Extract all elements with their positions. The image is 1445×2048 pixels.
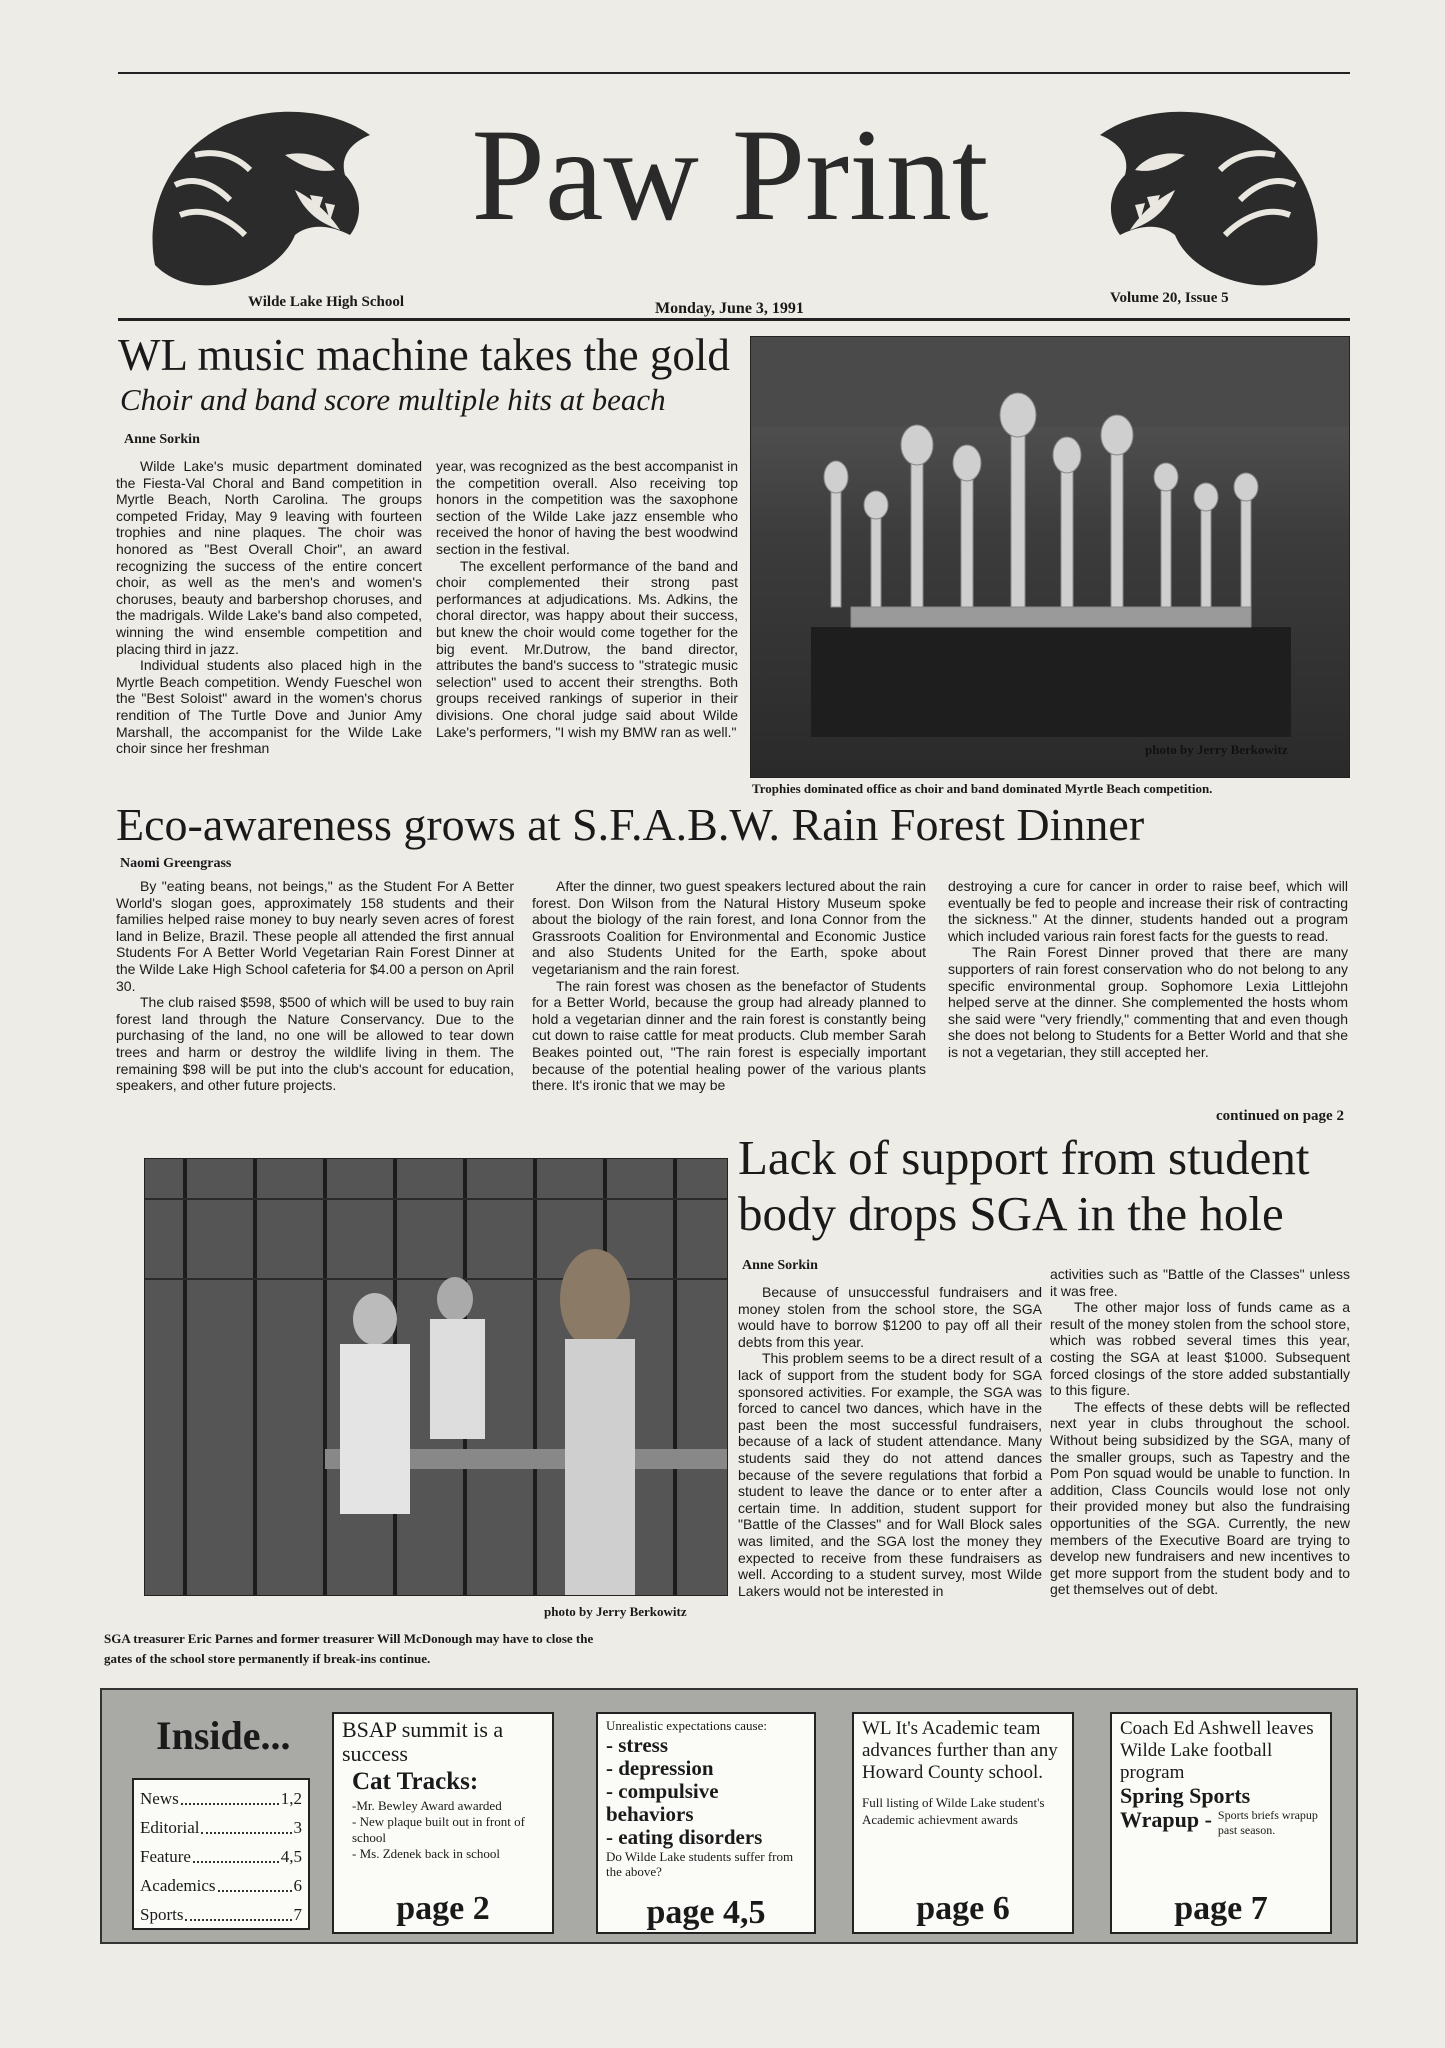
box1-subtitle: Cat Tracks: xyxy=(352,1768,479,1795)
toc-section: Feature xyxy=(140,1847,191,1866)
masthead-title: Paw Print xyxy=(471,101,989,248)
paragraph: The club raised $598, $500 of which will be used to buy rain forest land through the Nature Conservancy. Due to the purchasing of the land, no one will be allowed to tear down trees and harm or destroy the wildlife living in them. The remaining $98 will be put into the club's account for education, speakers, and other future projects. xyxy=(116,994,514,1094)
toc-page: 4,5 xyxy=(280,1847,302,1866)
trophies-photo xyxy=(750,336,1350,778)
article1-column-2 xyxy=(436,458,738,740)
box2-item: - compulsive behaviors xyxy=(606,1779,719,1826)
article1-caption: Trophies dominated office as choir and band dominated Myrtle Beach competition. xyxy=(752,781,1213,796)
box4-sub2: Wrapup - xyxy=(1120,1807,1212,1832)
box1-title: BSAP summit is a success xyxy=(342,1717,504,1766)
paragraph: After the dinner, two guest speakers lectured about the rain forest. Don Wilson from the Natural History Museum spoke about the biology of the rain forest, and Iona Connor from the Grassroots Coalition for Environmental and Economic Justice and also Students United for the Earth, spoke about vegetarianism and the rain forest. xyxy=(532,878,926,977)
teaser-box-page-2[interactable] xyxy=(332,1712,554,1934)
box2-item: - eating disorders xyxy=(606,1825,763,1849)
article3-caption-line1: SGA treasurer Eric Parnes and former treasurer Will McDonough may have to close the xyxy=(104,1631,594,1646)
box4-page-label: page 7 xyxy=(1174,1890,1268,1927)
toc-page: 3 xyxy=(293,1818,302,1837)
box3-title: WL It's Academic team advances further than any Howard County school. xyxy=(862,1718,1058,1783)
box3-page-label: page 6 xyxy=(916,1890,1010,1927)
box2-item: - stress xyxy=(606,1733,669,1757)
toc-section: Academics xyxy=(140,1876,216,1895)
top-rule xyxy=(118,72,1350,74)
masthead-rule xyxy=(118,318,1350,321)
toc-section: Sports xyxy=(140,1905,184,1924)
paragraph: Wilde Lake's music department dominated the Fiesta-Val Choral and Band competition in Myrtle Beach, North Carolina. The groups competed Friday, May 9 leaving with fourteen trophies and nine plaques. The choir was honored as "Best Overall Choir", an award recognizing the success of the entire concert choir, as well as the men's and women's choruses, beauty and barbershop choruses, and the madrigals. Wilde Lake's band also competed, winning the wind ensemble competition and placing third in jazz. xyxy=(116,458,422,657)
paragraph: The effects of these debts will be reflected next year in clubs throughout the school. Without being subsidized by the SGA, many of the smaller groups, such as Tapestry and the Pom Pon squad would be unable to function. In addition, Class Councils would lose not only their provided money but also the fundraising opportunities of the SGA. Currently, the new members of the Executive Board are trying to develop new fundraisers and new incentives to get more support from the student body and to get themselves out of debt. xyxy=(1050,1398,1350,1598)
article3-headline-line2: body drops SGA in the hole xyxy=(738,1186,1284,1241)
article1-subhead: Choir and band score multiple hits at beach xyxy=(120,382,666,417)
article2-column-3 xyxy=(948,878,1348,1061)
school-name: Wilde Lake High School xyxy=(248,294,405,310)
article2-column-1 xyxy=(116,878,514,1094)
article3-caption-line2: gates of the school store permanently if break-ins continue. xyxy=(104,1651,431,1666)
article3-byline: Anne Sorkin xyxy=(742,1258,818,1273)
box1-page-label: page 2 xyxy=(396,1890,490,1927)
teaser-box-page-4-5[interactable] xyxy=(596,1712,816,1934)
box4-sub1: Spring Sports xyxy=(1120,1783,1251,1808)
paragraph: The other major loss of funds came as a result of the money stolen from the school store, which was robbed several times this year, costing the SGA at least $1000. Subsequent forced closings of the store added substantially to this figure. xyxy=(1050,1299,1350,1399)
box2-page-label: page 4,5 xyxy=(646,1894,766,1931)
school-store-photo xyxy=(144,1158,728,1596)
article2-headline: Eco-awareness grows at S.F.A.B.W. Rain Forest Dinner xyxy=(116,799,1145,850)
box4-sub3: Sports briefs wrapup past season. xyxy=(1217,1808,1318,1837)
paragraph: By "eating beans, not beings," as the Student For A Better World's slogan goes, approximately 158 students and their families helped raise money to buy nearly seven acres of forest land in Belize, Brazil. These people all attended the first annual Students For A Better World Vegetarian Rain Forest Dinner at the Wilde Lake High School cafeteria for $4.00 a person on April 30. xyxy=(116,878,514,994)
article1-byline: Anne Sorkin xyxy=(124,432,200,447)
continued-note: continued on page 2 xyxy=(1216,1108,1344,1124)
article3-photo-credit: photo by Jerry Berkowitz xyxy=(544,1604,687,1619)
toc-row[interactable] xyxy=(140,1784,302,1813)
table-of-contents xyxy=(132,1778,310,1930)
paragraph: The rain forest was chosen as the benefactor of Students for a Better World, because the group had already planned to hold a vegetarian dinner and the rain forest is constantly being cut down to raise cattle for meat products. Club member Sarah Beakes pointed out, "The rain forest is especially important because of the potential healing power of the various plants there. It's ironic that we may be xyxy=(532,977,926,1094)
article3-column-1 xyxy=(738,1284,1042,1599)
toc-row[interactable] xyxy=(140,1813,302,1842)
paragraph: Because of unsuccessful fundraisers and money stolen from the school store, the SGA would have to borrow $1200 to pay off all their debts from this year. xyxy=(738,1284,1042,1350)
box3-sub: Full listing of Wilde Lake student's Academic achievment awards xyxy=(862,1795,1045,1827)
box1-item: - New plaque built out in front of school xyxy=(352,1814,525,1845)
toc-row[interactable] xyxy=(140,1871,302,1900)
article1-column-1 xyxy=(116,458,422,757)
issue-date: Monday, June 3, 1991 xyxy=(655,300,804,317)
paragraph: Individual students also placed high in the Myrtle Beach competition. Wendy Fueschel won the "Best Soloist" award in the women's chorus rendition of The Turtle Dove and Junior Amy Marshall, the accompanist for the Wilde Lake choir since her freshman xyxy=(116,657,422,757)
toc-section: Editorial xyxy=(140,1818,200,1837)
left-cougar-logo xyxy=(135,95,380,295)
teaser-box-page-7[interactable] xyxy=(1110,1712,1332,1934)
toc-section: News xyxy=(140,1789,179,1808)
box1-item: -Mr. Bewley Award awarded xyxy=(352,1798,502,1813)
paragraph: The Rain Forest Dinner proved that there are many supporters of rain forest conservation who do not belong to any specific environmental group. Sophomore Lexia Littlejohn helped serve at the dinner. She complemented the hosts whom she said were "very friendly," commenting that and even though she does not belong to Students for a Better World and that she is not a vegetarian, they still accepted her. xyxy=(948,944,1348,1060)
paragraph: year, was recognized as the best accompanist in the competition overall. Also receiving top honors in the competition was the saxophone section of the Wilde Lake jazz ensemble who received the honor of having the best woodwind section in the festival. xyxy=(436,458,738,557)
toc-row[interactable] xyxy=(140,1900,302,1929)
article1-headline: WL music machine takes the gold xyxy=(118,330,730,380)
toc-page: 7 xyxy=(293,1905,302,1924)
paragraph: The excellent performance of the band and choir complemented their strong past performances at adjudications. Ms. Adkins, the choral director, was happy about their success, but knew the choir would come together for the big event. Mr.Dutrow, the band director, attributes the band's success to "strategic music selection" used to accent their strengths. Both groups received rankings of superior in their divisions. One choral judge said about Wilde Lake's performers, "I wish my BMW ran as well." xyxy=(436,557,738,740)
box2-question: Do Wilde Lake students suffer from the above? xyxy=(606,1849,794,1879)
inside-title: Inside... xyxy=(156,1713,291,1758)
article2-byline: Naomi Greengrass xyxy=(120,856,232,871)
article2-column-2 xyxy=(532,878,926,1094)
toc-page: 1,2 xyxy=(280,1789,302,1808)
box4-title: Coach Ed Ashwell leaves Wilde Lake football program xyxy=(1120,1718,1314,1783)
paragraph: This problem seems to be a direct result of a lack of support from the student body for SGA sponsored activities. For example, the SGA was forced to cancel two dances, which have in the past been the most successful fundraisers, because of a lack of student attendance. Many students said they do not attend dances because of the severe regulations that forbid a student to leave the dance or to enter after a certain time. In addition, student support for "Battle of the Classes" and for Wall Block sales was limited, and the SGA lost the money they expected to receive from these fundraisers as well. According to a student survey, most Wilde Lakers would not be interested in xyxy=(738,1350,1042,1599)
article1-photo-credit: photo by Jerry Berkowitz xyxy=(1145,742,1288,757)
paragraph: activities such as "Battle of the Classes" unless it was free. xyxy=(1050,1266,1350,1299)
toc-row[interactable] xyxy=(140,1842,302,1871)
box2-intro: Unrealistic expectations cause: xyxy=(606,1718,767,1733)
right-cougar-logo xyxy=(1090,95,1335,295)
paragraph: destroying a cure for cancer in order to raise beef, which will eventually be fed to people and increase their risk of contracting the sickness." At the dinner, students handed out a program which included various rain forest facts for the guests to read. xyxy=(948,878,1348,944)
teaser-box-page-6[interactable] xyxy=(852,1712,1074,1934)
toc-page: 6 xyxy=(293,1876,302,1895)
volume-issue: Volume 20, Issue 5 xyxy=(1110,290,1229,306)
article3-headline-line1: Lack of support from student xyxy=(738,1130,1310,1185)
article3-column-2 xyxy=(1050,1266,1350,1598)
box1-item: - Ms. Zdenek back in school xyxy=(352,1846,501,1861)
box2-item: - depression xyxy=(606,1756,714,1780)
